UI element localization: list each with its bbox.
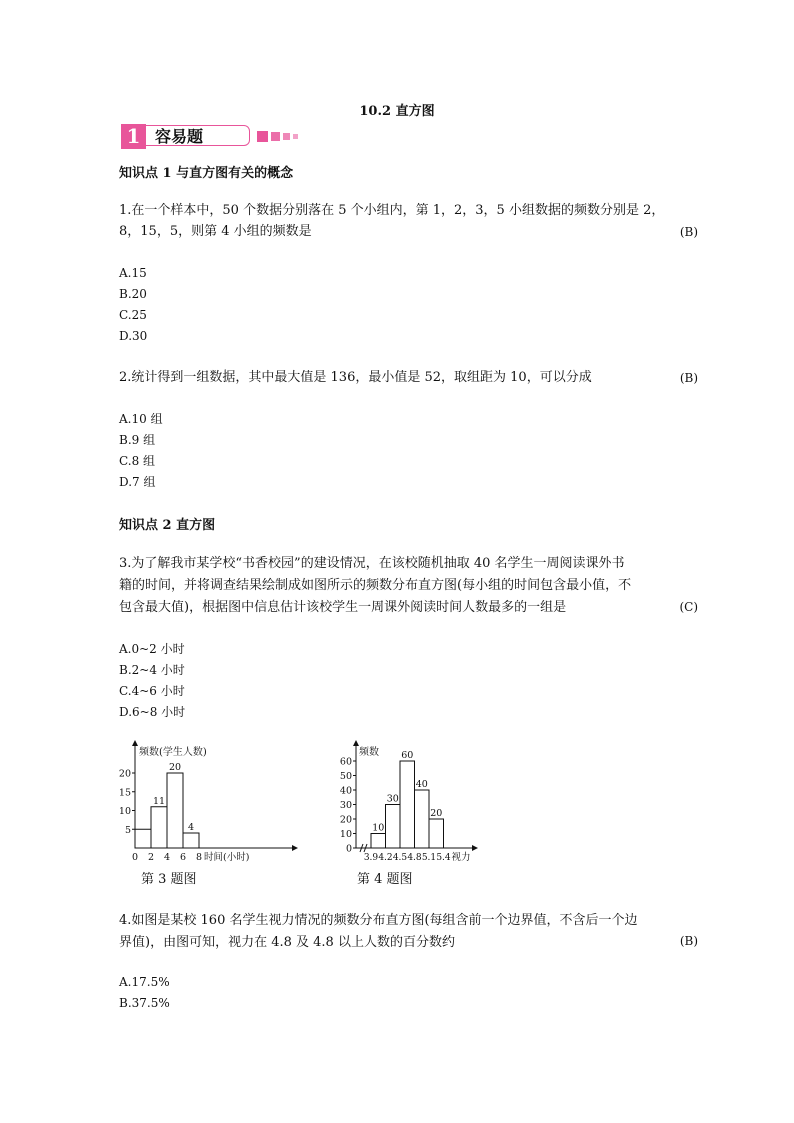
x-tick-label: 8 [195,852,203,863]
bar-value-label: 10 [372,822,385,834]
question-3-line: 3.为了解我市某学校“书香校园”的建设情况，在该校随机抽取 40 名学生一周阅读课外书 [119,556,625,571]
question-4-option: A.17.5% [119,975,170,989]
question-1-answer: (B) [679,225,698,239]
histogram-bar [183,833,199,848]
x-axis-arrow [292,845,298,851]
x-tick-label: 5.1 [421,853,437,863]
question-2-option: D.7 组 [119,475,156,489]
question-2-option: A.10 组 [119,412,163,426]
x-tick-label: 4 [163,852,171,863]
question-1-option: D.30 [119,329,148,343]
bar-value-label: 20 [430,808,443,819]
y-tick-label: 20 [118,768,131,780]
x-axis-label: 时间(小时) [204,852,250,863]
y-tick-label: 20 [339,814,352,826]
question-4-option: B.37.5% [119,996,170,1010]
histogram-bar [135,829,151,848]
x-tick-label: 2 [147,852,155,863]
bar-value-label: 30 [386,793,399,805]
histogram-bar [415,790,430,848]
question-3-line: 包含最大值)，根据图中信息估计该校学生一周课外阅读时间人数最多的一组是 [119,600,567,615]
question-1-option: A.15 [119,266,147,280]
y-tick-label: 50 [339,771,352,782]
y-axis-arrow [353,740,359,746]
histogram-bar [151,807,167,848]
x-axis-label: 视力 [451,852,471,863]
y-axis-label: 频数(学生人数) [139,747,207,758]
bar-value-label: 20 [168,762,182,773]
question-3-option: B.2~4 小时 [119,663,185,677]
section-label: 容易题 [146,125,250,146]
y-tick-label: 30 [339,800,352,811]
banner-square-decoration [293,134,298,139]
histogram-eyesight [330,738,490,866]
question-4-line: 4.如图是某校 160 名学生视力情况的频数分布直方图(每组含前一个边界值，不含后一个边 [119,913,638,928]
question-2-answer: (B) [679,371,698,385]
histogram-bar [400,761,415,848]
banner-square-decoration [283,133,290,140]
histogram-bar [429,819,444,848]
question-3-answer: (C) [679,600,698,614]
x-tick-label: 4.8 [407,853,422,863]
chart-caption: 第 3 题图 [141,872,197,887]
question-4-line: 界值)，由图可知，视力在 4.8 及 4.8 以上人数的百分数约 [119,935,455,950]
knowledge-point-heading: 知识点 1 与直方图有关的概念 [119,166,294,181]
y-tick-label: 60 [339,756,352,768]
histogram-bar [371,834,386,849]
question-1-line: 1.在一个样本中，50 个数据分别落在 5 个小组内，第 1，2，3，5 小组数据的频数分别是 2， [119,203,665,218]
x-tick-label: 4.2 [378,853,393,863]
x-tick-label: 4.5 [392,853,408,863]
histogram-bar [167,773,183,848]
question-3-option: A.0~2 小时 [119,642,185,656]
knowledge-point-heading: 知识点 2 直方图 [119,518,216,533]
x-tick-label: 3.9 [363,853,379,863]
y-tick-label: 10 [339,829,352,840]
page-title: 10.2 直方图 [359,104,435,119]
question-2-option: B.9 组 [119,433,156,447]
bar-value-label: 60 [401,750,414,761]
banner-square-decoration [271,132,280,141]
y-tick-label: 15 [118,787,131,799]
bar-value-label: 11 [152,795,166,807]
bar-value-label: 4 [187,822,195,833]
y-tick-label: 40 [339,785,352,797]
y-tick-label: 10 [118,806,131,817]
histogram-bar [386,805,401,849]
y-axis-label: 频数 [359,747,379,758]
question-4-answer: (B) [679,934,698,948]
question-2-option: C.8 组 [119,454,156,468]
x-tick-label: 0 [131,852,139,863]
y-tick-label: 5 [124,824,131,836]
question-1-option: B.20 [119,287,147,301]
bar-value-label: 40 [415,779,428,790]
chart-caption: 第 4 题图 [357,872,413,887]
question-1-option: C.25 [119,308,147,322]
question-1-line: 8，15，5，则第 4 小组的频数是 [119,224,312,239]
question-3-option: C.4~6 小时 [119,684,185,698]
x-tick-label: 5.4 [436,853,451,863]
x-tick-label: 6 [179,852,187,863]
y-axis-arrow [132,740,138,746]
question-3-option: D.6~8 小时 [119,705,186,719]
section-number: 1 [121,124,146,149]
x-axis-arrow [472,845,478,851]
histogram-reading-time [110,738,300,866]
question-2-line: 2.统计得到一组数据，其中最大值是 136，最小值是 52，取组距为 10，可以分成 [119,370,592,385]
banner-square-decoration [257,131,268,142]
question-3-line: 籍的时间，并将调查结果绘制成如图所示的频数分布直方图(每小组的时间包含最小值，不 [119,578,632,593]
y-tick-label: 0 [345,843,352,855]
